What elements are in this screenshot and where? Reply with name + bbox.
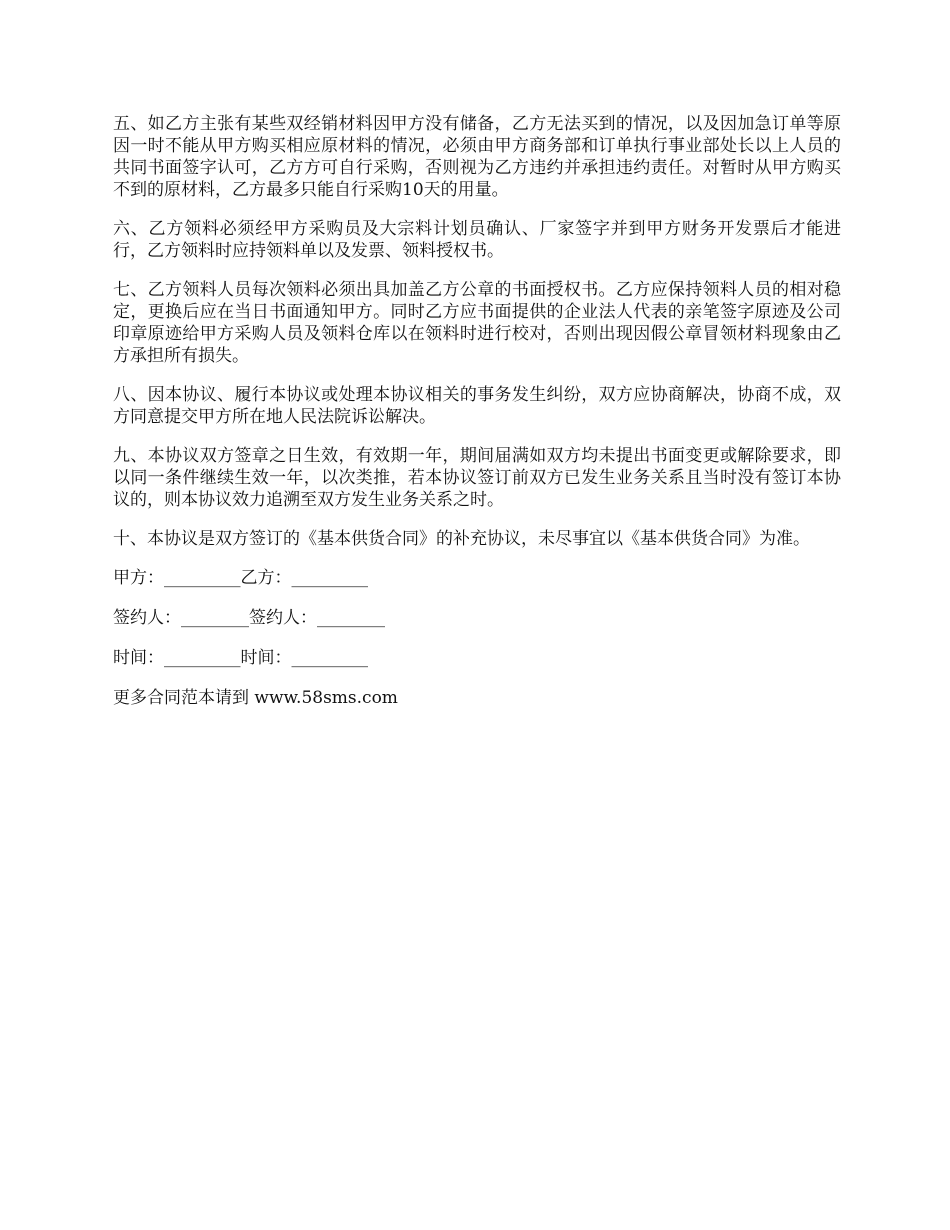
clause-9: 九、本协议双方签章之日生效，有效期一年，期间届满如双方均未提出书面变更或解除要求，即以同一条件继续生效一年，以次类推，若本协议签订前双方已发生业务关系且当时没有签订本协议的，则本协议效力追溯至双方发生业务关系之时。 [113,446,841,510]
document-page [113,113,841,709]
signature-signers-line: 签约人：________签约人：________ [113,608,385,628]
clause-10: 十、本协议是双方签订的《基本供货合同》的补充协议，未尽事宜以《基本供货合同》为准。 [113,529,810,549]
signature-parties-line: 甲方：_________乙方：_________ [113,568,368,588]
clause-5: 五、如乙方主张有某些双经销材料因甲方没有储备，乙方无法买到的情况，以及因加急订单等原因一时不能从甲方购买相应原材料的情况，必须由甲方商务部和订单执行事业部处长以上人员的共同书面签字认可，乙方方可自行采购，否则视为乙方违约并承担违约责任。对暂时从甲方购买不到的原材料，乙方最多只能自行采购10天的用量。 [113,114,841,200]
clause-8: 八、因本协议、履行本协议或处理本协议相关的事务发生纠纷，双方应协商解决，协商不成，双方同意提交甲方所在地人民法院诉讼解决。 [113,385,841,427]
signature-dates-line: 时间：_________时间：_________ [113,648,368,668]
clause-7: 七、乙方领料人员每次领料必须出具加盖乙方公章的书面授权书。乙方应保持领料人员的相对稳定，更换后应在当日书面通知甲方。同时乙方应书面提供的企业法人代表的亲笔签字原迹及公司印章原迹给甲方采购人员及领料仓库以在领料时进行校对，否则出现因假公章冒领材料现象由乙方承担所有损失。 [113,280,841,366]
footer-link-text: 更多合同范本请到 www.58sms.com [113,688,398,708]
clause-6: 六、乙方领料必须经甲方采购员及大宗料计划员确认、厂家签字并到甲方财务开发票后才能进行，乙方领料时应持领料单以及发票、领料授权书。 [113,219,841,261]
